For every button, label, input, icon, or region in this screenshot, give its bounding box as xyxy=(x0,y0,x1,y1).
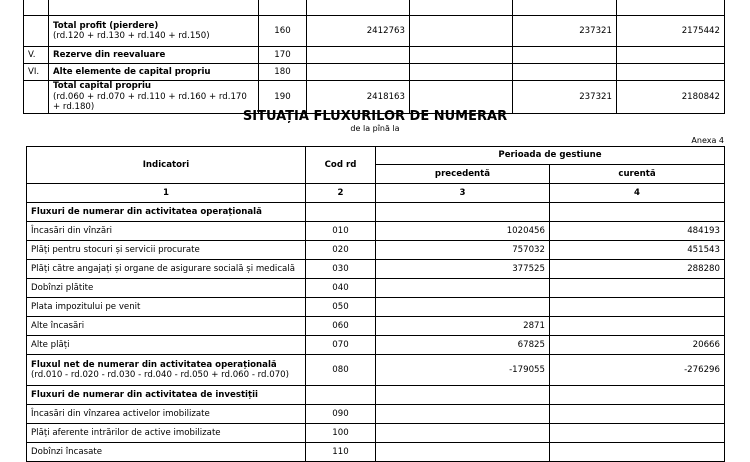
row-code xyxy=(259,0,307,16)
row-indicator-text: Plăți către angajați și organe de asigurare socială și medicală xyxy=(31,263,295,274)
row-indicator-text: Fluxuri de numerar din activitatea de investiții xyxy=(31,389,259,400)
row-indicator xyxy=(27,222,306,241)
col-number-3: 3 xyxy=(376,184,550,203)
row-value: 2418163 xyxy=(307,81,410,114)
row-code xyxy=(306,386,376,405)
row-label xyxy=(49,47,259,64)
row-code xyxy=(306,203,376,222)
row-code: 080 xyxy=(306,355,376,386)
row-label xyxy=(49,64,259,81)
row-indicator-text: Plăți aferente intrărilor de active imobilizate xyxy=(31,427,221,438)
row-label-text: Total capital propriu xyxy=(53,81,152,91)
header-previous: precedentă xyxy=(376,165,550,184)
row-current-value xyxy=(550,279,725,298)
row-code: 160 xyxy=(259,16,307,47)
row-label xyxy=(49,0,259,16)
row-indicator-text: Fluxuri de numerar din activitatea operațională xyxy=(31,206,262,217)
row-previous-value xyxy=(376,386,550,405)
row-current-value: 288280 xyxy=(550,260,725,279)
row-previous-value xyxy=(376,424,550,443)
row-indicator-text: Dobînzi plătite xyxy=(31,282,94,293)
row-value xyxy=(617,64,725,81)
page-title: SITUAȚIA FLUXURILOR DE NUMERAR xyxy=(242,109,508,124)
row-current-value xyxy=(550,386,725,405)
equity-table xyxy=(23,0,725,114)
col-number-1: 1 xyxy=(27,184,306,203)
row-previous-value xyxy=(376,279,550,298)
row-roman: V. xyxy=(24,47,49,64)
row-current-value: 484193 xyxy=(550,222,725,241)
row-roman xyxy=(24,16,49,47)
row-indicator-text: Plata impozitului pe venit xyxy=(31,301,141,312)
row-value xyxy=(513,47,617,64)
row-previous-value xyxy=(376,298,550,317)
row-label-text: Total profit (pierdere) xyxy=(53,20,159,31)
table-row xyxy=(27,336,725,355)
row-indicator xyxy=(27,260,306,279)
row-indicator xyxy=(27,241,306,260)
table-row xyxy=(27,298,725,317)
row-indicator xyxy=(27,405,306,424)
row-value xyxy=(617,47,725,64)
row-value: 2180842 xyxy=(617,81,725,114)
row-value xyxy=(307,47,410,64)
row-value xyxy=(410,47,513,64)
row-current-value: 20666 xyxy=(550,336,725,355)
row-code: 030 xyxy=(306,260,376,279)
table-row xyxy=(27,317,725,336)
row-current-value xyxy=(550,317,725,336)
row-value xyxy=(307,64,410,81)
row-code: 170 xyxy=(259,47,307,64)
row-label-formula: (rd.120 + rd.130 + rd.140 + rd.150) xyxy=(53,31,210,41)
row-previous-value xyxy=(376,405,550,424)
row-value xyxy=(513,64,617,81)
row-value xyxy=(410,16,513,47)
header-row xyxy=(27,147,725,165)
row-previous-value: 2871 xyxy=(376,317,550,336)
row-value xyxy=(617,0,725,16)
row-indicator-text: Încasări din vînzări xyxy=(31,225,113,236)
annex-label: Anexa 4 xyxy=(691,136,724,145)
row-previous-value: 1020456 xyxy=(376,222,550,241)
row-indicator xyxy=(27,317,306,336)
table-row xyxy=(27,222,725,241)
row-value: 2175442 xyxy=(617,16,725,47)
table-row xyxy=(27,260,725,279)
row-value: 237321 xyxy=(513,16,617,47)
row-label xyxy=(49,81,259,114)
table-row xyxy=(24,47,725,64)
row-roman xyxy=(24,81,49,114)
header-current: curentă xyxy=(550,165,725,184)
row-value: 2412763 xyxy=(307,16,410,47)
header-indicators: Indicatori xyxy=(27,147,306,184)
table-row xyxy=(27,241,725,260)
row-indicator xyxy=(27,203,306,222)
cash-flow-table xyxy=(26,146,725,462)
col-number-2: 2 xyxy=(306,184,376,203)
row-previous-value: 67825 xyxy=(376,336,550,355)
row-indicator-text: Alte plăți xyxy=(31,339,70,350)
row-code: 040 xyxy=(306,279,376,298)
row-code: 010 xyxy=(306,222,376,241)
row-previous-value: 757032 xyxy=(376,241,550,260)
table-row xyxy=(27,386,725,405)
row-value xyxy=(513,0,617,16)
table-row xyxy=(24,0,725,16)
period-subtitle: de la pînă la xyxy=(350,124,400,133)
row-value xyxy=(410,0,513,16)
header-code: Cod rd xyxy=(306,147,376,184)
row-indicator-text: Încasări din vînzarea activelor imobilizate xyxy=(31,408,210,419)
col-number-4: 4 xyxy=(550,184,725,203)
row-indicator-formula: (rd.010 - rd.020 - rd.030 - rd.040 - rd.050 + rd.060 - rd.070) xyxy=(31,370,289,380)
row-code: 090 xyxy=(306,405,376,424)
row-indicator xyxy=(27,424,306,443)
table-row xyxy=(27,443,725,462)
row-code: 060 xyxy=(306,317,376,336)
column-number-row xyxy=(27,184,725,203)
row-code: 190 xyxy=(259,81,307,114)
row-indicator-text: Alte încasări xyxy=(31,320,85,331)
row-indicator xyxy=(27,386,306,405)
table-row xyxy=(27,424,725,443)
table-row xyxy=(27,203,725,222)
row-code: 110 xyxy=(306,443,376,462)
row-current-value xyxy=(550,203,725,222)
table-row xyxy=(24,64,725,81)
row-indicator-text: Plăți pentru stocuri și servicii procurate xyxy=(31,244,200,255)
table-row xyxy=(24,16,725,47)
row-code: 100 xyxy=(306,424,376,443)
row-current-value xyxy=(550,424,725,443)
row-label xyxy=(49,16,259,47)
row-code: 050 xyxy=(306,298,376,317)
row-previous-value: 377525 xyxy=(376,260,550,279)
row-previous-value xyxy=(376,443,550,462)
row-value: 237321 xyxy=(513,81,617,114)
table-row xyxy=(27,279,725,298)
row-value xyxy=(410,64,513,81)
row-indicator xyxy=(27,279,306,298)
row-indicator xyxy=(27,298,306,317)
row-current-value xyxy=(550,298,725,317)
row-roman: VI. xyxy=(24,64,49,81)
row-value xyxy=(307,0,410,16)
row-current-value xyxy=(550,443,725,462)
row-previous-value xyxy=(376,203,550,222)
row-indicator xyxy=(27,336,306,355)
row-roman xyxy=(24,0,49,16)
row-indicator-text: Fluxul net de numerar din activitatea operațională xyxy=(31,359,277,370)
row-code: 020 xyxy=(306,241,376,260)
row-code: 070 xyxy=(306,336,376,355)
row-current-value: -276296 xyxy=(550,355,725,386)
row-indicator xyxy=(27,443,306,462)
header-period: Perioada de gestiune xyxy=(376,147,725,165)
row-current-value: 451543 xyxy=(550,241,725,260)
table-row xyxy=(27,405,725,424)
row-current-value xyxy=(550,405,725,424)
row-label-text: Alte elemente de capital propriu xyxy=(53,66,211,77)
row-code: 180 xyxy=(259,64,307,81)
row-label-text: Rezerve din reevaluare xyxy=(53,49,166,60)
row-indicator-text: Dobînzi încasate xyxy=(31,446,103,457)
row-label-formula: (rd.060 + rd.070 + rd.110 + rd.160 + rd.170 + rd.180) xyxy=(53,91,247,112)
row-previous-value: -179055 xyxy=(376,355,550,386)
table-row xyxy=(27,355,725,386)
row-indicator xyxy=(27,355,306,386)
